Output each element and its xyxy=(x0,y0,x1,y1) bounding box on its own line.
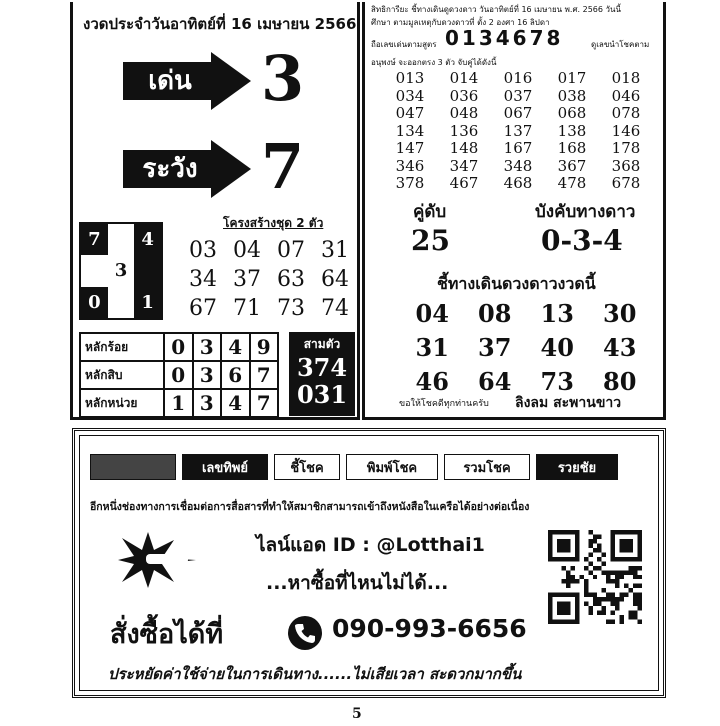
star-value: 0-3-4 xyxy=(541,224,623,257)
lucky-number: 348 xyxy=(503,156,533,175)
lucky-number: 178 xyxy=(611,139,641,157)
header-line: ถือเลขเด่นตามสูตร xyxy=(371,40,437,49)
follow-number: 46 xyxy=(415,367,449,396)
combo-number: 07 xyxy=(277,238,305,263)
follow-title: ชี้ทางเดินดวงดาวงวดนี้ xyxy=(437,274,596,293)
digit-cell: 7 xyxy=(250,389,279,417)
publication-logo xyxy=(90,454,176,480)
combo-number-grid xyxy=(181,238,357,321)
combo-number: 63 xyxy=(277,267,305,292)
publication-logo: รวมโชค xyxy=(444,454,530,480)
publication-logo: พิมพ์โชค xyxy=(346,454,438,480)
follow-number: 64 xyxy=(478,367,512,396)
lucky-number: 048 xyxy=(449,104,479,122)
lucky-number: 067 xyxy=(503,104,533,122)
lucky-number: 046 xyxy=(611,86,641,105)
lucky-number: 036 xyxy=(449,86,479,105)
digit-cell: 3 xyxy=(193,361,222,389)
lucky-number: 037 xyxy=(503,86,533,105)
publication-logo: เลขทิพย์ xyxy=(182,454,268,480)
follow-number: 37 xyxy=(478,333,512,362)
lucky-number: 478 xyxy=(557,174,587,192)
lead-digit-arrow xyxy=(123,52,251,110)
lucky-number: 367 xyxy=(557,156,587,175)
digit-cell: 7 xyxy=(250,361,279,389)
three-digit-value: 374 xyxy=(296,353,348,382)
three-digit-value: 031 xyxy=(296,380,348,409)
publication-logo: ชี้โชค xyxy=(274,454,340,480)
line-id: ไลน์แอด ID : @Lotthai1 xyxy=(256,534,485,556)
digit-cell: 6 xyxy=(221,361,250,389)
follow-number: 04 xyxy=(415,299,449,328)
prediction-panel-left xyxy=(70,2,360,420)
checker-cell: 3 xyxy=(108,255,135,286)
digit-cell: 9 xyxy=(250,333,279,361)
digit-cell: 3 xyxy=(193,389,222,417)
combo-number: 03 xyxy=(189,238,217,263)
checker-cell: 0 xyxy=(81,287,108,318)
combo-number: 74 xyxy=(321,296,349,321)
watch-label: ระวัง xyxy=(142,154,198,184)
follow-number: 13 xyxy=(540,299,574,328)
header-line: สิทธิการียะ ชี้ทางเดินดูดวงดาว วันอาทิตย์ที่ 16 เมษายน พ.ศ. 2566 วันนี้ xyxy=(371,5,621,14)
header-line: ดูเลขนำโชคตาม xyxy=(591,40,650,49)
combo-number: 37 xyxy=(233,267,261,292)
lucky-number: 468 xyxy=(503,174,533,192)
featured-digits: 0134678 xyxy=(445,26,564,50)
combo-number: 04 xyxy=(233,238,261,263)
combo-number: 64 xyxy=(321,267,349,292)
follow-number: 73 xyxy=(540,367,574,396)
page-number: 5 xyxy=(352,706,362,722)
lucky-number: 034 xyxy=(395,86,425,105)
lucky-number: 013 xyxy=(395,69,425,87)
lucky-number: 068 xyxy=(557,104,587,122)
advertisement-panel xyxy=(72,428,666,698)
combo-title: โครงสร้างชุด 2 ตัว xyxy=(223,216,324,230)
checker-board xyxy=(79,222,163,320)
qr-code-icon[interactable] xyxy=(548,530,642,624)
digit-position-table xyxy=(79,332,279,418)
lucky-number: 168 xyxy=(557,139,587,157)
pair-value: 25 xyxy=(411,224,450,257)
row-label-hundreds: หลักร้อย xyxy=(80,333,164,361)
table-row xyxy=(80,333,278,361)
lucky-number: 147 xyxy=(395,139,425,157)
three-digit-label: สามตัว xyxy=(303,337,341,351)
lucky-number: 138 xyxy=(557,121,587,140)
follow-number-grid xyxy=(401,300,651,396)
follow-number: 30 xyxy=(603,299,637,328)
watch-digit: 7 xyxy=(261,130,305,203)
star-label: บังคับทางดาว xyxy=(535,202,636,222)
lucky-number: 016 xyxy=(503,69,533,87)
checker-cell xyxy=(81,255,108,286)
lucky-number: 078 xyxy=(611,104,641,122)
order-label: สั่งซื้อได้ที่ xyxy=(110,619,224,650)
checker-cell: 7 xyxy=(81,224,108,255)
combo-number: 67 xyxy=(189,296,217,321)
digit-cell: 4 xyxy=(221,389,250,417)
lucky-number: 017 xyxy=(557,69,587,87)
advertisement-frame xyxy=(79,435,659,691)
lucky-number: 134 xyxy=(395,121,425,140)
lucky-number: 347 xyxy=(449,156,479,175)
follow-number: 40 xyxy=(540,333,574,362)
draw-date-title: งวดประจำวันอาทิตย์ที่ 16 เมษายน 2566 xyxy=(83,15,357,33)
watch-digit-arrow xyxy=(123,140,251,198)
lead-label: เด่น xyxy=(148,66,192,96)
row-label-units: หลักหน่วย xyxy=(80,389,164,417)
checker-cell xyxy=(108,224,135,255)
digit-cell: 0 xyxy=(164,361,193,389)
table-row xyxy=(80,361,278,389)
checker-cell xyxy=(134,255,161,286)
closing-text: ขอให้โชคดีทุกท่านครับ xyxy=(399,399,489,409)
lucky-number: 038 xyxy=(557,86,587,105)
digit-cell: 3 xyxy=(193,333,222,361)
lucky-number: 136 xyxy=(449,121,479,140)
lucky-number: 146 xyxy=(611,121,641,140)
checker-cell: 4 xyxy=(134,224,161,255)
lucky-number: 346 xyxy=(395,156,425,175)
combo-number: 34 xyxy=(189,267,217,292)
bottom-slogan: ประหยัดค่าใช้จ่ายในการเดินทาง......ไม่เสียเวลา สะดวกมากขึ้น xyxy=(108,665,522,683)
follow-number: 80 xyxy=(603,367,637,396)
three-digit-number-grid xyxy=(383,70,653,193)
lucky-number: 378 xyxy=(395,174,425,192)
digit-cell: 4 xyxy=(221,333,250,361)
lucky-number: 047 xyxy=(395,104,425,122)
publication-logos xyxy=(90,454,618,480)
lucky-number: 678 xyxy=(611,174,641,192)
combo-number: 71 xyxy=(233,296,261,321)
author-name: ลิงลม สะพานขาว xyxy=(515,395,622,411)
combo-number: 31 xyxy=(321,238,349,263)
pointing-hand-icon xyxy=(118,530,198,590)
lucky-number: 368 xyxy=(611,156,641,175)
tagline: อีกหนึ่งช่องทางการเชื่อมต่อการสื่อสารที่ทำให้สมาชิกสามารถเข้าถึงหนังสือในเครือได้อย่างต่อเนื่อง xyxy=(90,501,530,513)
lucky-number: 467 xyxy=(449,174,479,192)
follow-number: 08 xyxy=(478,299,512,328)
lucky-number: 137 xyxy=(503,121,533,140)
checker-cell xyxy=(108,287,135,318)
phone-icon xyxy=(288,616,322,650)
header-line: ศึกษา ตามมูลเหตุกับดวงดาวที่ ตั้ง 2 องศา 16 ลิปดา xyxy=(371,18,550,27)
phone-number: 090-993-6656 xyxy=(332,614,527,643)
lucky-number: 167 xyxy=(503,139,533,157)
lucky-number: 148 xyxy=(449,139,479,157)
follow-number: 43 xyxy=(603,333,637,362)
where-text: ...หาซื้อที่ไหนไม่ได้... xyxy=(266,572,449,594)
lucky-number: 014 xyxy=(449,69,479,87)
lucky-number: 018 xyxy=(611,69,641,87)
digit-cell: 0 xyxy=(164,333,193,361)
header-line: อนุพงษ์ จะออกตรง 3 ตัว จับคู่ได้ดังนี้ xyxy=(371,58,497,67)
lead-digit: 3 xyxy=(261,42,305,115)
combo-number: 73 xyxy=(277,296,305,321)
row-label-tens: หลักสิบ xyxy=(80,361,164,389)
publication-logo: รวยชัย xyxy=(536,454,618,480)
three-digit-box xyxy=(289,332,355,416)
follow-number: 31 xyxy=(415,333,449,362)
pair-label: คู่ดับ xyxy=(413,202,447,222)
table-row xyxy=(80,389,278,417)
prediction-panel-right xyxy=(362,2,666,420)
digit-cell: 1 xyxy=(164,389,193,417)
checker-cell: 1 xyxy=(134,287,161,318)
